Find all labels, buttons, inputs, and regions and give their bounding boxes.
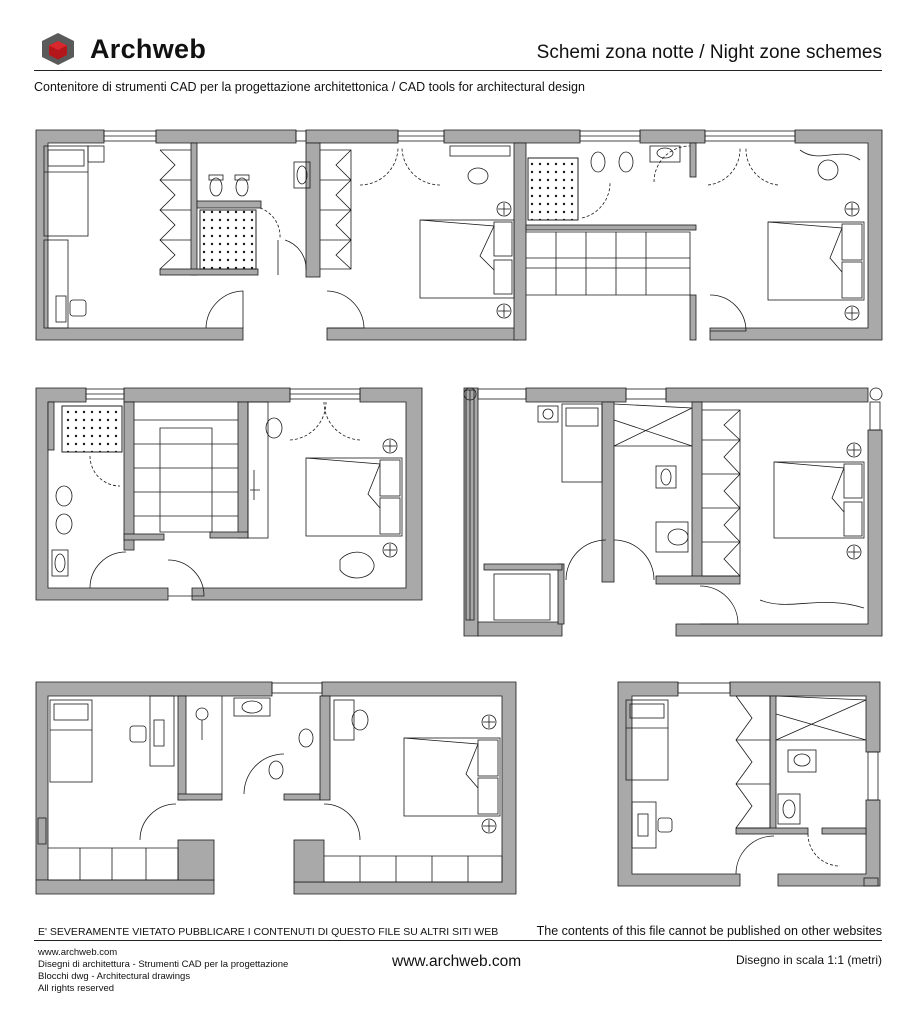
footer-info-line: Disegni di architettura - Strumenti CAD per la progettazione: [38, 959, 289, 970]
plan-4: [36, 682, 516, 894]
plan-3: [464, 388, 882, 636]
footer-website-link[interactable]: www.archweb.com: [392, 953, 522, 970]
footer-divider: [34, 940, 882, 941]
footer-info-line: Blocchi dwg - Architectural drawings: [38, 971, 191, 982]
brand-name: Archweb: [90, 34, 207, 64]
footer-warning-italian: E' SEVERAMENTE VIETATO PUBBLICARE I CONTENUTI DI QUESTO FILE SU ALTRI SITI WEB: [38, 926, 499, 938]
footer-info-line: www.archweb.com: [38, 947, 118, 958]
plan-5: [618, 682, 880, 886]
footer-info-line: All rights reserved: [38, 983, 115, 994]
plan-1: [36, 130, 882, 340]
page-title: Schemi zona notte / Night zone schemes: [536, 42, 882, 63]
page-subtitle: Contenitore di strumenti CAD per la progettazione architettonica / CAD tools for architectural design: [34, 80, 585, 94]
plan-2: [36, 388, 422, 600]
drawing-scale-note: Disegno in scala 1:1 (metri): [735, 953, 882, 967]
footer-warning-english: The contents of this file cannot be published on other websites: [536, 924, 882, 938]
